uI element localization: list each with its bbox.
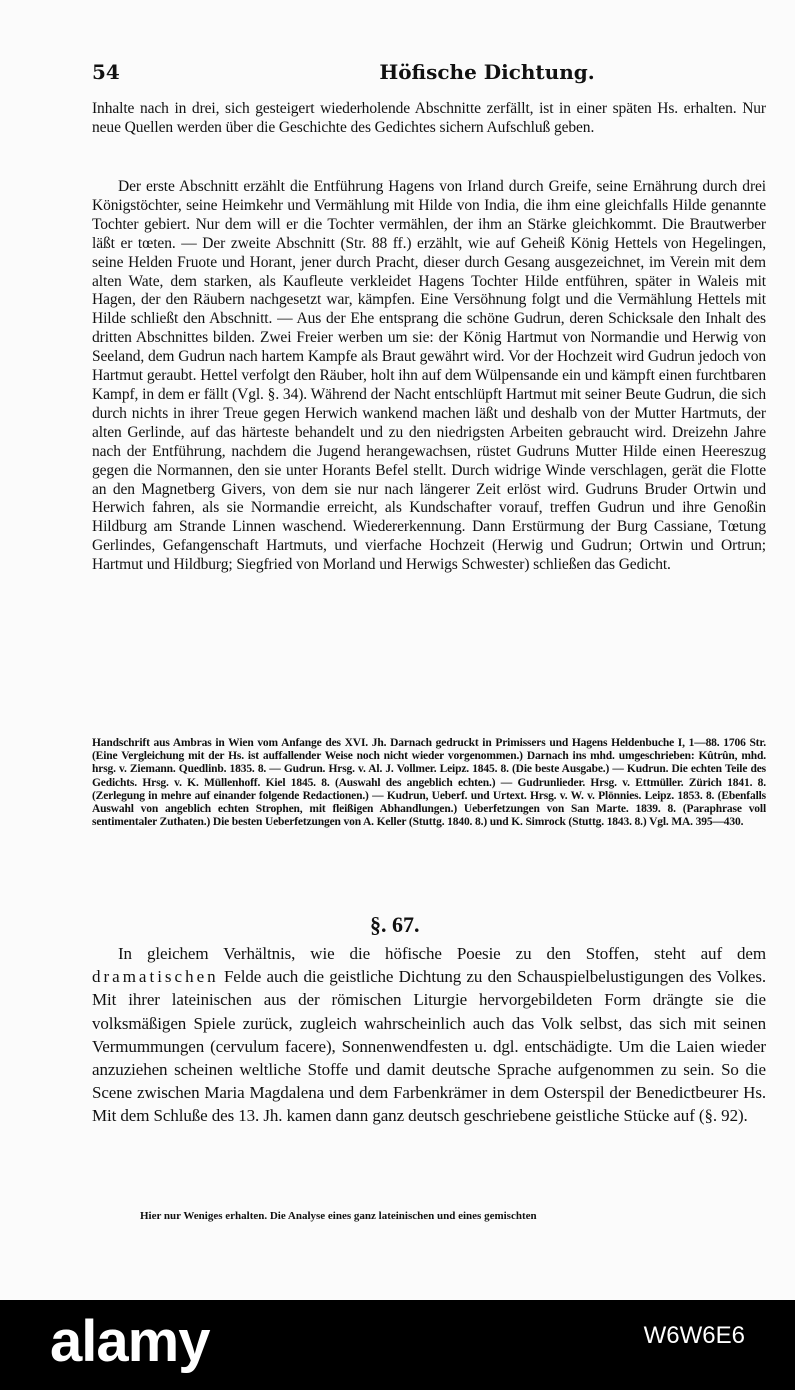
paragraph-section-67 <box>92 942 766 1128</box>
page-number: 54 <box>92 60 120 84</box>
paragraph-section-67-part-b: Felde auch die geistliche Dichtung zu den Schauspielbelustigungen des Volkes. Mit ihrer lateinischen aus der römischen Liturgie hervorgebildeten Form drängte sie die volksmäßigen Spiele zurück, zugleich wahrscheinlich auch das Volk selbst, das sich mit seinen Vermummungen (cervulum facere), Sonnenwendfesten u. dgl. entschädigte. Um die Laien wieder anzuziehen scheinen weltliche Stoffe und damit deutsche Sprache aufgenommen zu sein. So die Scene zwischen Maria Magdalena und dem Farbenkrämer in dem Osterspil der Benedictbeurer Hs. Mit dem Schluße des 13. Jh. kamen dann ganz deutsch geschriebene geistliche Stücke auf (§. 92). <box>92 967 766 1126</box>
spaced-word: dramatischen <box>92 967 219 987</box>
footnote: Hier nur Weniges erhalten. Die Analyse eines ganz lateinischen und eines gemischten <box>140 1210 537 1222</box>
watermark-bar <box>0 1300 795 1390</box>
paragraph-section-67-part-a: In gleichem Verhältnis, wie die höfische Poesie zu den Stoffen, steht auf dem <box>118 944 766 963</box>
running-title: Höfische Dichtung. <box>379 60 595 84</box>
paragraph-intro: Inhalte nach in drei, sich gesteigert wiederholende Abschnitte zerfällt, ist in einer späten Hs. erhalten. Nur neue Quellen werden über die Geschichte des Gedichtes sichern Aufschluß geben. <box>92 100 766 136</box>
bibliographic-notes: Handschrift aus Ambras in Wien vom Anfange des XVI. Jh. Darnach gedruckt in Primissers und Hagens Heldenbuche I, 1—88. 1706 Str. (Eine Vergleichung mit der Hs. ist auffallender Weise noch nicht wieder vorgenommen.) Darnach ins mhd. umgeschrieben: Kûtrûn, mhd. hrsg. v. Ziemann. Quedlinb. 1835. 8. — Gudrun. Hrsg. v. Al. J. Vollmer. Leipz. 1845. 8. (Die beste Ausgabe.) — Kudrun. Die echten Teile des Gedichts. Hrsg. v. K. Müllenhoff. Kiel 1845. 8. (Auswahl des angeblich echten.) — Gudrunlieder. Hrsg. v. Ettmüller. Zürich 1841. 8. (Zerlegung in mehre auf einander folgende Redactionen.) — Kudrun, Ueberf. und Urtext. Hrsg. v. W. v. Plönnies. Leipz. 1853. 8. (Ebenfalls Auswahl von angeblich echten Strophen, mit fleißigen Abhandlungen.) Ueberfetzungen von San Marte. 1839. 8. (Paraphrase voll sentimentaler Zuthaten.) Die besten Ueberfetzungen von A. Keller (Stuttg. 1840. 8.) und K. Simrock (Stuttg. 1843. 8.) Vgl. MA. 395—430. <box>92 737 766 829</box>
image-id: W6W6E6 <box>643 1322 745 1349</box>
section-heading: §. 67. <box>370 912 420 937</box>
watermark-logo: alamy <box>50 1309 210 1374</box>
paragraph-summary: Der erste Abschnitt erzählt die Entführung Hagens von Irland durch Greife, seine Ernährung durch drei Königstöchter, seine Heimkehr und Vermählung mit Hilde von India, die ihm eine gleichfalls Hilde genannte Tochter gebiert. Nur dem will er die Tochter vermählen, der ihm an Stärke gleichkommt. Die Brautwerber läßt er tœten. — Der zweite Abschnitt (Str. 88 ff.) erzählt, wie auf Geheiß König Hettels von Hegelingen, seine Helden Fruote und Horant, jener durch Pracht, dieser durch Gesang ausgezeichnet, im Verein mit dem alten Wate, dem starken, als Kaufleute verkleidet Hagens Tochter Hilde entführen, später in Waleis mit Hagen, der den Räubern nachgesetzt war, kämpfen. Eine Versöhnung folgt und die Vermählung Hettels mit Hilde schließt den Abschnitt. — Aus der Ehe entsprang die schöne Gudrun, deren Schicksale den Inhalt des dritten Abschnittes bilden. Zwei Freier werben um sie: der König Hartmut von Normandie und Herwig von Seeland, dem Gudrun nach hartem Kampfe als Braut gewährt wird. Vor der Hochzeit wird Gudrun jedoch von Hartmut geraubt. Hettel verfolgt den Räuber, holt ihn auf dem Wülpensande ein und kämpft einen furchtbaren Kampf, in dem er fällt (Vgl. §. 34). Während der Nacht entschlüpft Hartmut mit seiner Beute Gudrun, die sich durch nichts in ihrer Treue gegen Herwich wankend machen läßt und deshalb von der Mutter Hartmuts, der alten Gerlinde, auf das härteste behandelt und zu den niedrigsten Arbeiten gebraucht wird. Dreizehn Jahre nach der Entführung, nachdem die Jugend herangewachsen, rüstet Gudruns Mutter Hilde einen Heereszug gegen die Normannen, den sie unter Horants Befel stellt. Durch widrige Winde verschlagen, gerät die Flotte an den Magnetberg Givers, von dem sie nur nach längerer Zeit erlöst wird. Gudruns Bruder Ortwin und Herwich fahren, als sie Normandie erreicht, als Kundschafter vorauf, treffen Gudrun und ihre Genoßin Hildburg am Strande Linnen waschend. Wiedererkennung. Dann Erstürmung der Burg Cassiane, Tœtung Gerlindes, Gefangenschaft Hartmuts, und vierfache Hochzeit (Herwig und Gudrun; Ortwin und Ortrun; Hartmut und Hildburg; Siegfried von Morland und Herwigs Schwester) schließen das Gedicht. <box>92 178 766 574</box>
page-header <box>92 60 762 90</box>
